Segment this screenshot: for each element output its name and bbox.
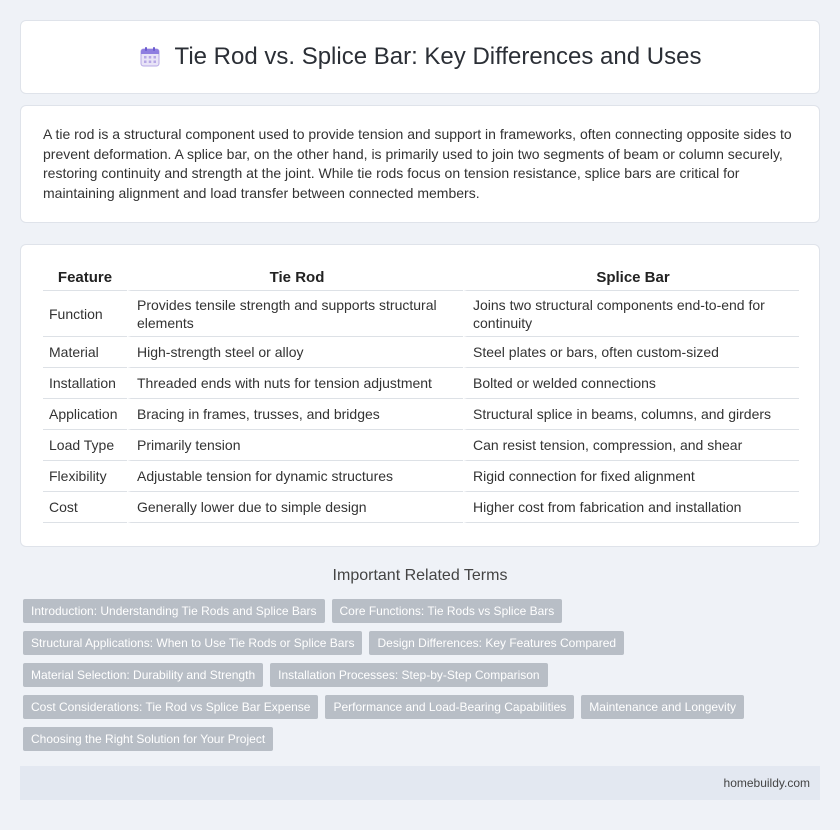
splice-bar-cell: Can resist tension, compression, and shear xyxy=(463,430,799,461)
tie-rod-cell: Adjustable tension for dynamic structures xyxy=(127,461,463,492)
title-wrap xyxy=(139,43,702,71)
intro-card xyxy=(20,105,820,223)
related-term-tag[interactable]: Maintenance and Longevity xyxy=(581,695,744,719)
table-row xyxy=(43,337,799,368)
splice-bar-cell: Bolted or welded connections xyxy=(463,368,799,399)
table-row xyxy=(43,430,799,461)
splice-bar-cell: Structural splice in beams, columns, and girders xyxy=(463,399,799,430)
tie-rod-cell: Provides tensile strength and supports structural elements xyxy=(127,291,463,337)
related-term-tag[interactable]: Core Functions: Tie Rods vs Splice Bars xyxy=(332,599,563,623)
comparison-table xyxy=(43,265,799,523)
feature-cell: Cost xyxy=(43,492,127,523)
tie-rod-cell: Primarily tension xyxy=(127,430,463,461)
splice-bar-cell: Joins two structural components end-to-end for continuity xyxy=(463,291,799,337)
related-terms-heading: Important Related Terms xyxy=(332,567,508,584)
header-splice-bar: Splice Bar xyxy=(463,265,799,291)
table-header-row xyxy=(43,265,799,291)
related-term-tag[interactable]: Installation Processes: Step-by-Step Comparison xyxy=(270,663,547,687)
table-row xyxy=(43,291,799,337)
header-feature: Feature xyxy=(43,265,127,291)
feature-cell: Installation xyxy=(43,368,127,399)
footer-site-link[interactable]: homebuildy.com xyxy=(723,776,810,790)
feature-cell: Flexibility xyxy=(43,461,127,492)
feature-cell: Material xyxy=(43,337,127,368)
related-term-tag[interactable]: Cost Considerations: Tie Rod vs Splice Bar Expense xyxy=(23,695,318,719)
splice-bar-cell: Rigid connection for fixed alignment xyxy=(463,461,799,492)
feature-cell: Load Type xyxy=(43,430,127,461)
related-term-tag[interactable]: Introduction: Understanding Tie Rods and Splice Bars xyxy=(23,599,325,623)
footer xyxy=(20,766,820,800)
tie-rod-cell: High-strength steel or alloy xyxy=(127,337,463,368)
feature-cell: Application xyxy=(43,399,127,430)
calendar-icon xyxy=(139,46,161,68)
table-row xyxy=(43,461,799,492)
feature-cell: Function xyxy=(43,291,127,337)
tie-rod-cell: Generally lower due to simple design xyxy=(127,492,463,523)
tie-rod-cell: Threaded ends with nuts for tension adjustment xyxy=(127,368,463,399)
title-card xyxy=(20,20,820,94)
tie-rod-cell: Bracing in frames, trusses, and bridges xyxy=(127,399,463,430)
related-term-tag[interactable]: Material Selection: Durability and Strength xyxy=(23,663,263,687)
table-row xyxy=(43,492,799,523)
related-term-tag[interactable]: Choosing the Right Solution for Your Project xyxy=(23,727,273,751)
table-row xyxy=(43,399,799,430)
related-terms-list xyxy=(23,599,823,751)
related-term-tag[interactable]: Structural Applications: When to Use Tie Rods or Splice Bars xyxy=(23,631,362,655)
intro-paragraph: A tie rod is a structural component used to provide tension and support in frameworks, often connecting opposite sides to prevent deformation. A splice bar, on the other hand, is primarily used to join two segments of beam or column securely, restoring continuity and strength at the joint. While tie rods focus on tension resistance, splice bars are critical for maintaining alignment and load transfer between connected members. xyxy=(43,126,792,201)
header-tie-rod: Tie Rod xyxy=(127,265,463,291)
table-row xyxy=(43,368,799,399)
page-title: Tie Rod vs. Splice Bar: Key Differences and Uses xyxy=(174,43,702,70)
related-term-tag[interactable]: Design Differences: Key Features Compared xyxy=(369,631,624,655)
splice-bar-cell: Steel plates or bars, often custom-sized xyxy=(463,337,799,368)
related-term-tag[interactable]: Performance and Load-Bearing Capabilities xyxy=(325,695,574,719)
table-card xyxy=(20,244,820,547)
splice-bar-cell: Higher cost from fabrication and installation xyxy=(463,492,799,523)
